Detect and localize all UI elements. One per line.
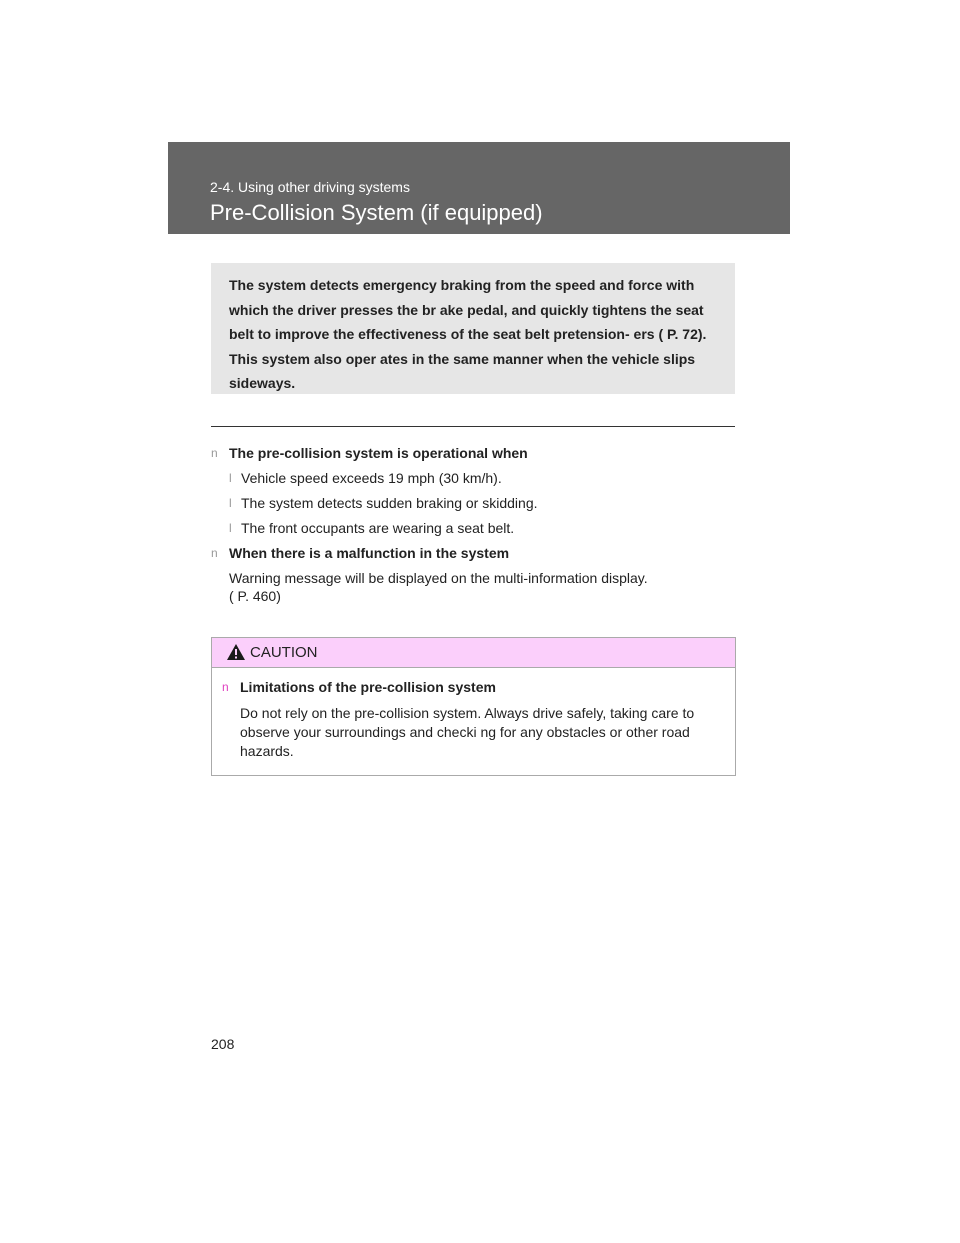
page-title: Pre-Collision System (if equipped) <box>210 200 543 225</box>
divider <box>211 426 735 427</box>
list-item <box>211 469 735 494</box>
page-header <box>168 142 790 234</box>
note-heading <box>211 444 735 469</box>
list-item <box>211 519 735 544</box>
bullet-marker: n <box>211 446 218 460</box>
caution-text: Do not rely on the pre-collision system. Always drive safely, taking care to observe your surroundings and checki ng for any obstacles or other road hazards. <box>240 705 695 759</box>
intro-box <box>211 263 735 394</box>
page-number: 208 <box>211 1036 235 1052</box>
note-title: The pre-collision system is operational when <box>229 445 528 461</box>
list-item-text: The system detects sudden braking or skidding. <box>241 495 538 511</box>
note-title: When there is a malfunction in the system <box>229 545 510 561</box>
list-item-text: Vehicle speed exceeds 19 mph (30 km/h). <box>241 470 502 486</box>
caution-header <box>212 638 735 668</box>
bullet-marker: l <box>229 471 232 485</box>
note-text: Warning message will be displayed on the multi-information display. <box>229 570 648 586</box>
bullet-marker: l <box>229 496 232 510</box>
bullet-marker: n <box>222 680 229 694</box>
bullet-marker: l <box>229 521 232 535</box>
page-reference: ( P. 460) <box>229 588 281 604</box>
bullet-marker: n <box>211 546 218 560</box>
list-item-text: The front occupants are wearing a seat belt. <box>241 520 515 536</box>
caution-title: Limitations of the pre-collision system <box>240 679 496 695</box>
warning-icon <box>226 643 246 661</box>
caution-label: CAUTION <box>250 644 318 661</box>
note-heading <box>211 544 735 569</box>
section-label: 2-4. Using other driving systems <box>210 179 410 195</box>
notes-section <box>211 444 735 605</box>
note-paragraph <box>211 587 735 605</box>
note-paragraph <box>211 569 735 587</box>
caution-box <box>211 637 736 776</box>
list-item <box>211 494 735 519</box>
intro-text: The system detects emergency braking from the speed and force with which the driver presses the br ake pedal, and quickly tightens the seat belt to improve the effectiveness of the seat belt pretension- ers ( P. 72). This system also oper ates in the same manner when the vehicle slips sideways. <box>229 277 707 392</box>
